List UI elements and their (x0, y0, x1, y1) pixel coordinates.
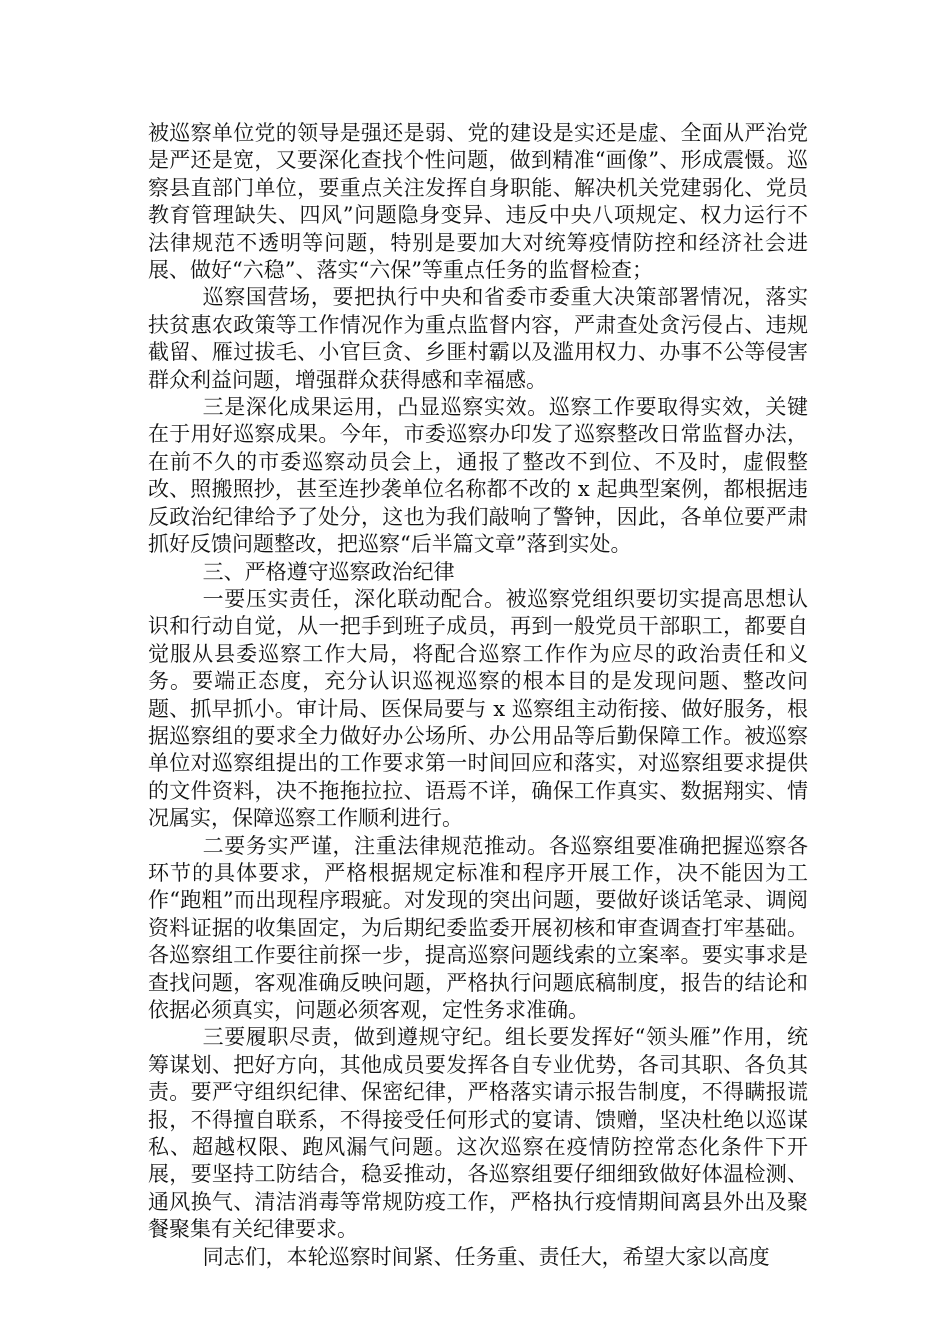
paragraph-closing: 同志们，本轮巡察时间紧、任务重、责任大，希望大家以高度 (202, 1244, 770, 1269)
paragraph-responsibility: 一要压实责任，深化联动配合。被巡察党组织要切实提高思想认识和行动自觉，从一把手到班子成员，再到一般党员干部职工，都要自觉服从县委巡察工作大局，将配合巡察工作作为应尽的政治责任和义务。要端正态度，充分认识巡视巡察的根本目的是发现问题、整改问题、抓早抓小。审计局、医保局要与 x 巡察组主动衔接、做好服务，根据巡察组的要求全力做好办公场所、办公用品等后勤保障工作。被巡察单位对巡察组提出的工作要求第一时间回应和落实，对巡察组要求提供的文件资料，决不拖拖拉拉、语焉不详，确保工作真实、数据翔实、情况属实，保障巡察工作顺利进行。 (148, 586, 808, 831)
paragraph-results-application: 三是深化成果运用，凸显巡察实效。巡察工作要取得实效，关键在于用好巡察成果。今年，市委巡察办印发了巡察整改日常监督办法，在前不久的市委巡察动员会上，通报了整改不到位、不及时，虚假整改、照搬照抄，甚至连抄袭单位名称都不改的 x 起典型案例，都根据违反政治纪律给予了处分，这也为我们敲响了警钟，因此，各单位要严肃抓好反馈问题整改，把巡察“后半篇文章”落到实处。 (148, 395, 808, 557)
paragraph-rigor: 二要务实严谨，注重法律规范推动。各巡察组要准确把握巡察各环节的具体要求，严格根据规定标准和程序开展工作，决不能因为工作“跑粗”而出现程序瑕疵。对发现的突出问题，要做好谈话笔录、调阅资料证据的收集固定，为后期纪委监委开展初核和审查调查打牢基础。各巡察组工作要往前探一步，提高巡察问题线索的立案率。要实事求是查找问题，客观准确反映问题，严格执行问题底稿制度，报告的结论和依据必须真实，问题必须客观，定性务求准确。 (148, 833, 808, 1022)
paragraph-continuation: 被巡察单位党的领导是强还是弱、党的建设是实还是虚、全面从严治党是严还是宽，又要深化查找个性问题，做到精准“画像”、形成震慑。巡察县直部门单位，要重点关注发挥自身职能、解决机关党建弱化、党员教育管理缺失、四风”问题隐身变异、违反中央八项规定、权力运行不法律规范不透明等问题，特别是要加大对统筹疫情防控和经济社会进展、做好“六稳”、落实“六保”等重点任务的监督检查； (148, 121, 808, 283)
document-body (148, 120, 808, 1271)
section-heading-discipline: 三、严格遵守巡察政治纪律 (202, 559, 455, 584)
paragraph-duty-discipline: 三要履职尽责，做到遵规守纪。组长要发挥好“领头雁”作用，统筹谋划、把好方向，其他成员要发挥各自专业优势，各司其职、各负其责。要严守组织纪律、保密纪律，严格落实请示报告制度，不得瞒报谎报，不得擅自联系，不得接受任何形式的宴请、馈赠，坚决杜绝以巡谋私、超越权限、跑风漏气问题。这次巡察在疫情防控常态化条件下开展，要坚持工防结合，稳妥推动，各巡察组要仔细细致做好体温检测、通风换气、清洁消毒等常规防疫工作，严格执行疫情期间离县外出及聚餐聚集有关纪律要求。 (148, 1025, 808, 1242)
paragraph-state-farm-inspection: 巡察国营场，要把执行中央和省委市委重大决策部署情况，落实扶贫惠农政策等工作情况作为重点监督内容，严肃查处贪污侵占、违规截留、雁过拔毛、小官巨贪、乡匪村霸以及滥用权力、办事不公等侵害群众利益问题，增强群众获得感和幸福感。 (148, 285, 808, 392)
